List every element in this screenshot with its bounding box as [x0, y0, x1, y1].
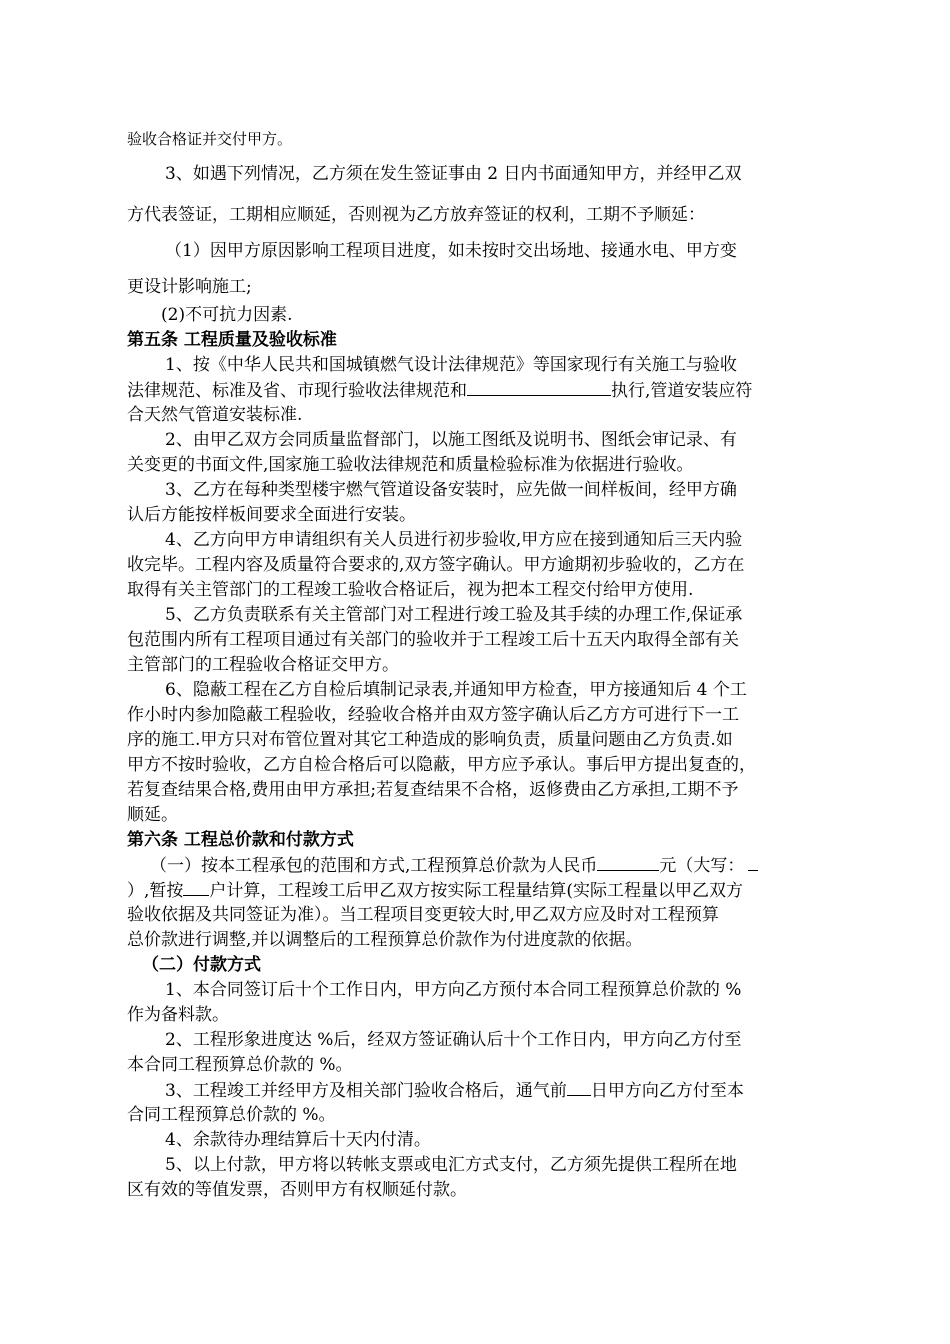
paragraph-text: 执行,管道安装应符 — [611, 381, 753, 401]
paragraph-line: 总价款进行调整,并以调整后的工程预算总价款作为付进度款的依据。 — [127, 930, 643, 950]
paragraph-text: （一）按本工程承包的范围和方式,工程预算总价款为人民币 — [150, 856, 598, 876]
paragraph-line: 甲方不按时验收，乙方自检合格后可以隐蔽，甲方应予承认。事后甲方提出复查的， — [127, 755, 756, 775]
paragraph-line: 2、工程形象进度达 %后，经双方签证确认后十个工作日内，甲方向乙方付至 — [165, 1030, 742, 1050]
blank-underline — [567, 1079, 591, 1096]
paragraph-line: 方代表签证，工期相应顺延，否则视为乙方放弃签证的权利，工期不予顺延： — [127, 205, 705, 225]
paragraph-line: 合同工程预算总价款的 %。 — [127, 1105, 336, 1125]
paragraph-line: 作小时内参加隐蔽工程验收，经验收合格并由双方签字确认后乙方方可进行下一工 — [127, 705, 739, 725]
subsection-heading: （二）付款方式 — [142, 955, 261, 975]
paragraph-line: 1、本合同签订后十个工作日内，甲方向乙方预付本合同工程预算总价款的 % — [165, 980, 742, 1000]
blank-underline — [597, 854, 659, 871]
paragraph-line: 区有效的等值发票，否则甲方有权顺延付款。 — [127, 1180, 467, 1200]
paragraph-line: 更设计影响施工; — [127, 277, 252, 297]
paragraph-line: 包范围内所有工程项目通过有关部门的验收并于工程竣工后十五天内取得全部有关 — [127, 630, 739, 650]
paragraph-line: 验收依据及共同签证为准）。当工程项目变更较大时,甲乙双方应及时对工程预算 — [127, 905, 719, 925]
paragraph-text: 3、工程竣工并经甲方及相关部门验收合格后，通气前 — [165, 1081, 567, 1101]
blank-underline — [467, 379, 611, 396]
paragraph-line: 2、由甲乙双方会同质量监督部门，以施工图纸及说明书、图纸会审记录、有 — [165, 430, 737, 450]
paragraph-line: 主管部门的工程验收合格证交甲方。 — [127, 655, 399, 675]
paragraph-line: 3、如遇下列情况，乙方须在发生签证事由 2 日内书面通知甲方，并经甲乙双 — [165, 164, 742, 184]
paragraph-line: 取得有关主管部门的工程竣工验收合格证后，视为把本工程交付给甲方使用. — [127, 580, 694, 600]
paragraph-line — [165, 1079, 744, 1102]
paragraph-line: 4、乙方向甲方申请组织有关人员进行初步验收,甲方应在接到通知后三天内验 — [165, 530, 743, 550]
paragraph-line — [150, 854, 758, 877]
paragraph-line: 顺延。 — [127, 805, 178, 825]
paragraph-line: 4、余款待办理结算后十天内付清。 — [165, 1130, 431, 1150]
blank-underline — [183, 879, 209, 896]
paragraph-text: 元（大写： — [659, 856, 745, 876]
paragraph-line: 认后方能按样板间要求全面进行安装。 — [127, 505, 416, 525]
paragraph-text: 日甲方向乙方付至本 — [590, 1081, 744, 1101]
paragraph-line: 5、以上付款，甲方将以转帐支票或电汇方式支付，乙方须先提供工程所在地 — [165, 1155, 737, 1175]
section-heading: 第六条 工程总价款和付款方式 — [127, 830, 354, 850]
paragraph-line: 验收合格证并交付甲方。 — [127, 130, 293, 148]
paragraph-line: (2)不可抗力因素. — [161, 305, 293, 325]
paragraph-line: 6、隐蔽工程在乙方自检后填制记录表,并通知甲方检查，甲方接通知后 4 个工 — [165, 680, 747, 700]
paragraph-line: 若复查结果合格,费用由甲方承担;若复查结果不合格，返修费由乙方承担,工期不予 — [127, 780, 739, 800]
paragraph-line: 序的施工.甲方只对布管位置对其它工种造成的影响负责，质量问题由乙方负责.如 — [127, 730, 733, 750]
paragraph-line: （1）因甲方原因影响工程项目进度，如未按时交出场地、接通水电、甲方变 — [165, 241, 737, 261]
paragraph-line: 作为备料款。 — [127, 1005, 229, 1025]
paragraph-line: 3、乙方在每种类型楼宇燃气管道设备安装时，应先做一间样板间，经甲方确 — [165, 480, 737, 500]
paragraph-line: 收完毕。工程内容及质量符合要求的,双方签字确认。甲方逾期初步验收的，乙方在 — [127, 555, 745, 575]
paragraph-line: 本合同工程预算总价款的 %。 — [127, 1055, 353, 1075]
paragraph-line — [127, 379, 752, 402]
paragraph-line: 5、乙方负责联系有关主管部门对工程进行竣工验及其手续的办理工作,保证承 — [165, 605, 743, 625]
paragraph-line: 关变更的书面文件,国家施工验收法律规范和质量检验标准为依据进行验收。 — [127, 455, 694, 475]
section-heading: 第五条 工程质量及验收标准 — [127, 330, 337, 350]
paragraph-line: 合天然气管道安装标准. — [127, 405, 303, 425]
paragraph-text: 法律规范、标准及省、市现行验收法律规范和 — [127, 381, 467, 401]
blank-underline — [748, 854, 758, 871]
paragraph-text: 户计算，工程竣工后甲乙双方按实际工程量结算(实际工程量以甲乙双方 — [209, 881, 744, 901]
paragraph-line — [127, 879, 743, 902]
paragraph-text: ）,暂按 — [127, 881, 184, 901]
paragraph-line: 1、按《中华人民共和国城镇燃气设计法律规范》等国家现行有关施工与验收 — [165, 355, 737, 375]
